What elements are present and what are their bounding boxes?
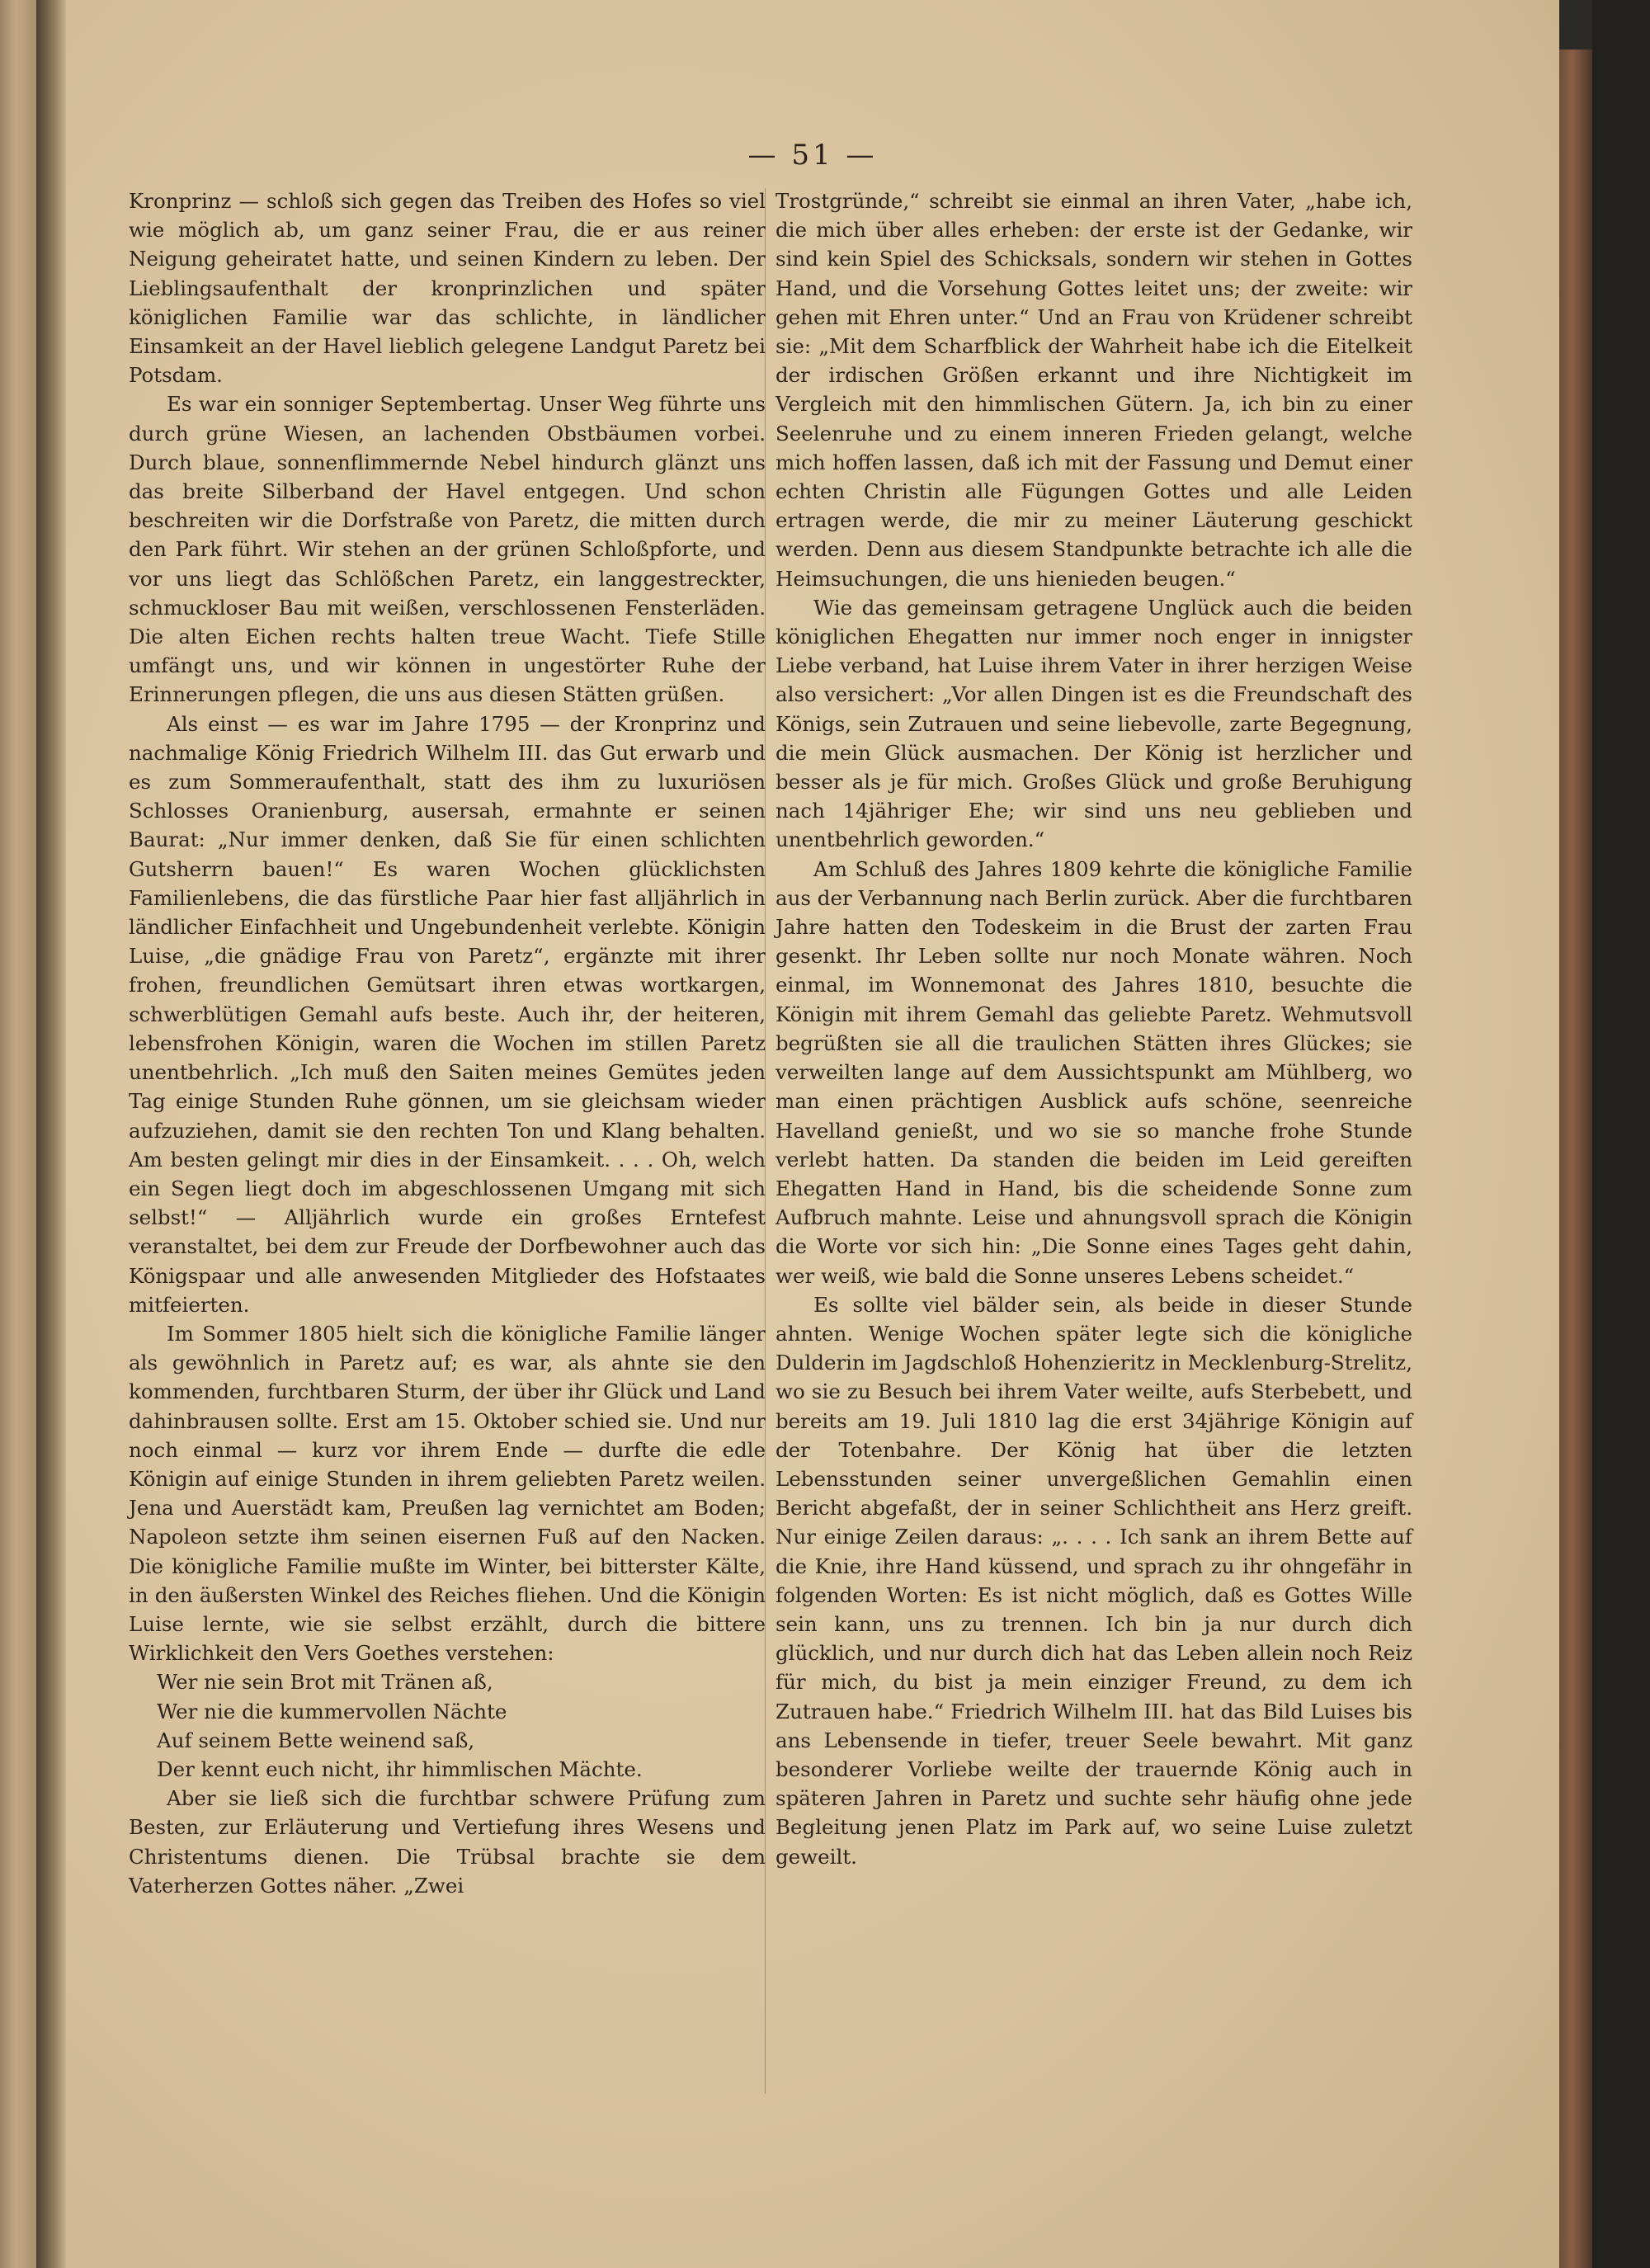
previous-page-edge (0, 0, 36, 2268)
paragraph: Kronprinz — schloß sich gegen das Treiben des Hofes so viel wie möglich ab, um ganz seiner Frau, die er aus reiner Neigung geheiratet hatte, und seinen Kindern zu leben. Der Lieblingsaufenthalt der kronprinzlichen und später königlichen Familie war das schlichte, in ländlicher Einsamkeit an der Havel lieblich gelegene Landgut Paretz bei Potsdam. (129, 189, 766, 388)
verse-line: Wer nie die kummervollen Nächte (157, 1699, 507, 1723)
right-text-column (776, 186, 1412, 1871)
goethe-verse (157, 1667, 766, 1784)
book-gutter (36, 0, 66, 2268)
verse-line: Auf seinem Bette weinend saß, (157, 1728, 475, 1752)
column-divider (765, 188, 766, 2094)
verse-line: Wer nie sein Brot mit Tränen aß, (157, 1670, 493, 1695)
paragraph: Aber sie ließ sich die furchtbar schwere Prüfung zum Besten, zur Erläuterung und Vertiefung ihres Wesens und Christentums dienen. Die Trübsal brachte sie dem Vaterherzen Gottes näher. „Zwei (129, 1786, 766, 1898)
verse-line: Der kennt euch nicht, ihr himmlischen Mächte. (157, 1756, 643, 1781)
book-page (66, 0, 1559, 2268)
book-cover (1592, 0, 1650, 2268)
left-text-column (129, 186, 766, 1900)
paragraph: Als einst — es war im Jahre 1795 — der Kronprinz und nachmalige König Friedrich Wilhelm III. das Gut erwarb und es zum Sommeraufenthalt, statt des ihm zu luxuriösen Schlosses Oranienburg, ausersah, ermahnte er seinen Baurat: „Nur immer denken, daß Sie für einen schlichten Gutsherrn bauen!“ Es waren Wochen glücklichsten Familienlebens, die das fürstliche Paar hier fast alljährlich in ländlicher Einfachheit und Ungebundenheit verlebte. Königin Luise, „die gnädige Frau von Paretz“, ergänzte mit ihrer frohen, freundlichen Gemütsart ihren etwas wortkargen, schwerblütigen Gemahl aufs beste. Auch ihr, der heiteren, lebensfrohen Königin, waren die Wochen im stillen Paretz unentbehrlich. „Ich muß den Saiten meines Gemütes jeden Tag einige Stunden Ruhe gönnen, um sie gleichsam wieder aufzuziehen, damit sie den rechten Ton und Klang behalten. Am besten gelingt mir dies in der Einsamkeit. . . . Oh, welch ein Segen liegt doch im abgeschlossenen Umgang mit sich selbst!“ — Alljährlich wurde ein großes Erntefest veranstaltet, bei dem zur Freude der Dorfbewohner auch das Königspaar und alle anwesenden Mitglieder des Hofstaates mitfeierten. (129, 711, 766, 1317)
page-number: — 51 — (747, 139, 878, 172)
paragraph: Am Schluß des Jahres 1809 kehrte die königliche Familie aus der Verbannung nach Berlin zurück. Aber die furchtbaren Jahre hatten den Todeskeim in die Brust der zarten Frau gesenkt. Ihr Leben sollte nur noch Monate währen. Noch einmal, im Wonnemonat des Jahres 1810, besuchte die Königin mit ihrem Gemahl das geliebte Paretz. Wehmutsvoll begrüßten sie all die traulichen Stätten ihres Glückes; sie verweilten lange auf dem Aussichtspunkt am Mühlberg, wo man einen prächtigen Ausblick aufs schöne, seenreiche Havelland genießt, und wo sie so manche frohe Stunde verlebt hatten. Da standen die beiden im Leid gereiften Ehegatten Hand in Hand, bis die scheidende Sonne zum Aufbruch mahnte. Leise und ahnungsvoll sprach die Königin die Worte vor sich hin: „Die Sonne eines Tages geht dahin, wer weiß, wie bald die Sonne unseres Lebens scheidet.“ (776, 856, 1412, 1288)
paragraph: Es war ein sonniger Septembertag. Unser Weg führte uns durch grüne Wiesen, an lachenden Obstbäumen vorbei. Durch blaue, sonnenflimmernde Nebel hindurch glänzt uns das breite Silberband der Havel entgegen. Und schon beschreiten wir die Dorfstraße von Paretz, die mitten durch den Park führt. Wir stehen an der grünen Schloßpforte, und vor uns liegt das Schlößchen Paretz, ein langgestreckter, schmuckloser Bau mit weißen, verschlossenen Fensterläden. Die alten Eichen rechts halten treue Wacht. Tiefe Stille umfängt uns, und wir können in ungestörter Ruhe der Erinnerungen pflegen, die uns aus diesen Stätten grüßen. (129, 392, 766, 707)
paragraph: Im Sommer 1805 hielt sich die königliche Familie länger als gewöhnlich in Paretz auf; es war, als ahnte sie den kommenden, furchtbaren Sturm, der über ihr Glück und Land dahinbrausen sollte. Erst am 15. Oktober schied sie. Und nur noch einmal — kurz vor ihrem Ende — durfte die edle Königin auf einige Stunden in ihrem geliebten Paretz weilen. Jena und Auerstädt kam, Preußen lag vernichtet am Boden; Napoleon setzte ihm seinen eisernen Fuß auf den Nacken. Die königliche Familie mußte im Winter, bei bitterster Kälte, in den äußersten Winkel des Reiches fliehen. Und die Königin Luise lernte, wie sie selbst erzählt, durch die bittere Wirklichkeit den Vers Goethes verstehen: (129, 1321, 766, 1666)
paragraph: Es sollte viel bälder sein, als beide in dieser Stunde ahnten. Wenige Wochen später legte sich die königliche Dulderin im Jagdschloß Hohenzieritz in Mecklenburg-Strelitz, wo sie zu Besuch bei ihrem Vater weilte, aufs Sterbebett, und bereits am 19. Juli 1810 lag die erst 34jährige Königin auf der Totenbahre. Der König hat über die letzten Lebensstunden seiner unvergeßlichen Gemahlin einen Bericht abgefaßt, der in seiner Schlichtheit ans Herz greift. Nur einige Zeilen daraus: „. . . . Ich sank an ihrem Bette auf die Knie, ihre Hand küssend, und sprach zu ihr ohngefähr in folgenden Worten: Es ist nicht möglich, daß es Gottes Wille sein kann, uns zu trennen. Ich bin ja nur durch dich glücklich, und nur durch dich hat das Leben allein noch Reiz für mich, du bist ja mein einziger Freund, zu dem ich Zutrauen habe.“ Friedrich Wilhelm III. hat das Bild Luises bis ans Lebensende in tiefer, treuer Seele bewahrt. Mit ganz besonderer Vorliebe weilte der trauernde König auch in späteren Jahren in Paretz und suchte sehr häufig ohne jede Begleitung jenen Platz im Park auf, wo seine Luise zuletzt geweilt. (776, 1292, 1412, 1869)
paragraph: Wie das gemeinsam getragene Unglück auch die beiden königlichen Ehegatten nur immer noch enger in innigster Liebe verband, hat Luise ihrem Vater in ihrer herzigen Weise also versichert: „Vor allen Dingen ist es die Freundschaft des Königs, sein Zutrauen und seine liebevolle, zarte Begegnung, die mein Glück ausmachen. Der König ist herzlicher und besser als je für mich. Großes Glück und große Beruhigung nach 14jähriger Ehe; wir sind uns neu geblieben und unentbehrlich geworden.“ (776, 595, 1412, 852)
paragraph: Trostgründe,“ schreibt sie einmal an ihren Vater, „habe ich, die mich über alles erheben: der erste ist der Gedanke, wir sind kein Spiel des Schicksals, sondern wir stehen in Gottes Hand, und die Vorsehung Gottes leitet uns; der zweite: wir gehen mit Ehren unter.“ Und an Frau von Krüdener schreibt sie: „Mit dem Scharfblick der Wahrheit habe ich die Eitelkeit der irdischen Größen erkannt und ihre Nichtigkeit im Vergleich mit den himmlischen Gütern. Ja, ich bin zu einer Seelenruhe und zu einem inneren Frieden gelangt, welche mich hoffen lassen, daß ich mit der Fassung und Demut einer echten Christin alle Fügungen Gottes und alle Leiden ertragen werde, die mir zu meiner Läuterung geschickt werden. Denn aus diesem Standpunkte betrachte ich alle die Heimsuchungen, die uns hienieden beugen.“ (776, 189, 1412, 591)
page-block-edge (1559, 50, 1592, 2268)
